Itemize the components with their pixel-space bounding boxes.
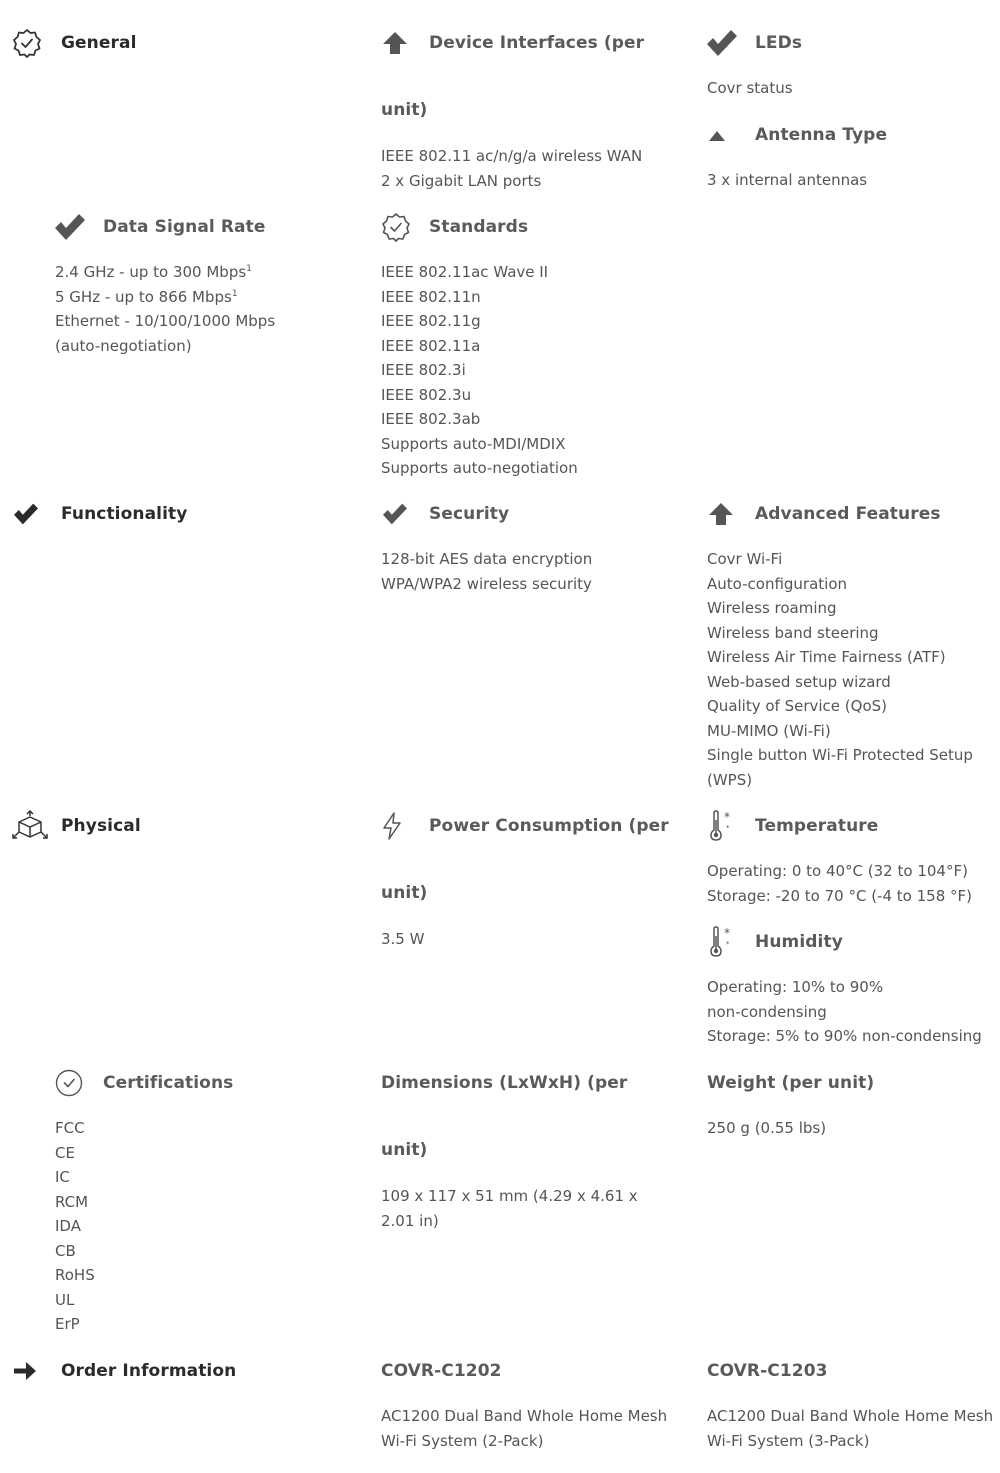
checkmark-icon [53, 212, 87, 242]
spec-line: IEEE 802.11 ac/n/g/a wireless WAN [381, 147, 643, 165]
spec-line: UL [55, 1290, 75, 1309]
spec-line: RCM [55, 1192, 89, 1211]
section-title-continued: unit) [381, 1140, 428, 1160]
section-title: Security [429, 504, 510, 524]
arrow-right-icon [12, 1358, 38, 1384]
section-title: Data Signal Rate [103, 217, 266, 237]
spec-line: IEEE 802.11a [381, 336, 481, 355]
section-body [55, 260, 355, 358]
spec-line: Web-based setup wizard [707, 672, 891, 691]
triangle-up-icon [707, 129, 727, 143]
section-body [55, 1116, 255, 1337]
circle-check-icon [55, 1068, 85, 1098]
section-title: Certifications [103, 1073, 234, 1093]
spec-line: Wi-Fi System (3-Pack) [707, 1431, 870, 1450]
section-body [381, 1184, 671, 1233]
checkmark-icon [705, 28, 739, 58]
checkmark-icon [381, 502, 409, 526]
spec-line: ErP [55, 1315, 80, 1333]
spec-line: WPA/WPA2 wireless security [381, 574, 592, 593]
spec-line: IEEE 802.11g [381, 312, 481, 330]
spec-line: CE [55, 1143, 75, 1162]
spec-line: 128-bit AES data encryption [381, 550, 593, 568]
spec-line: 2.4 GHz - up to 300 Mbps$^1$ [55, 263, 252, 281]
spec-line: MU-MIMO (Wi-Fi) [707, 721, 831, 740]
thermometer-snow-icon [707, 810, 737, 842]
section-title: Power Consumption (per [429, 816, 669, 836]
section-title: Advanced Features [755, 504, 941, 524]
spec-line: IEEE 802.11n [381, 287, 481, 306]
spec-line: Storage: 5% to 90% non-condensing [707, 1027, 982, 1045]
spec-line: AC1200 Dual Band Whole Home Mesh [381, 1407, 668, 1425]
svg-text:*: * [726, 940, 730, 948]
spec-line: FCC [55, 1119, 85, 1137]
spec-line: Wireless band steering [707, 623, 879, 642]
section-body [707, 76, 987, 101]
spec-line: Covr Wi-Fi [707, 550, 783, 568]
spec-line: Supports auto-MDI/MDIX [381, 434, 566, 453]
arrow-up-icon [381, 29, 409, 57]
cube-icon [12, 810, 48, 842]
spec-line: 2 x Gigabit LAN ports [381, 171, 542, 190]
spec-line: Wireless Air Time Fairness (ATF) [707, 648, 946, 666]
badge-check-icon [381, 212, 411, 242]
section-body [707, 975, 992, 1049]
spec-line: Single button Wi-Fi Protected Setup [707, 746, 973, 764]
badge-check-icon [12, 28, 42, 58]
section-title: Functionality [61, 504, 188, 524]
section-body [381, 144, 671, 193]
section-body [707, 1116, 987, 1141]
section-title: Dimensions (LxWxH) (per [381, 1073, 628, 1093]
section-body [381, 260, 671, 481]
spec-line: (WPS) [707, 770, 753, 789]
section-title: LEDs [755, 33, 803, 53]
spec-line: 5 GHz - up to 866 Mbps$^1$ [55, 287, 238, 306]
svg-text:*: * [726, 824, 730, 832]
section-title: COVR-C1202 [381, 1361, 502, 1381]
spec-line: Storage: -20 to 70 °C (-4 to 158 °F) [707, 886, 972, 905]
section-title: Antenna Type [755, 125, 888, 145]
spec-line: Operating: 0 to 40°C (32 to 104°F) [707, 862, 968, 880]
section-body [707, 859, 992, 908]
spec-line: (auto-negotiation) [55, 336, 192, 355]
spec-line: non-condensing [707, 1002, 827, 1021]
section-title: Weight (per unit) [707, 1073, 875, 1093]
arrow-up-icon [707, 500, 735, 528]
spec-line: IEEE 802.3ab [381, 410, 481, 428]
section-title: Humidity [755, 932, 843, 952]
lightning-icon [381, 811, 403, 841]
spec-line: IDA [55, 1217, 81, 1235]
section-body [381, 927, 671, 952]
section-body [707, 547, 992, 792]
spec-line: 250 g (0.55 lbs) [707, 1119, 827, 1137]
spec-line: Auto-configuration [707, 574, 848, 593]
spec-line: 3.5 W [381, 930, 425, 948]
section-body [381, 547, 671, 596]
spec-line: 3 x internal antennas [707, 171, 868, 189]
spec-line: IEEE 802.3i [381, 361, 466, 379]
section-title-continued: unit) [381, 883, 428, 903]
section-title: Physical [61, 816, 141, 836]
svg-text:*: * [724, 926, 730, 940]
spec-line: Ethernet - 10/100/1000 Mbps [55, 312, 276, 330]
section-body [707, 1404, 992, 1453]
section-body [707, 168, 987, 193]
section-body [381, 1404, 671, 1453]
section-title: Order Information [61, 1361, 237, 1381]
section-title: Device Interfaces (per [429, 33, 645, 53]
spec-line: AC1200 Dual Band Whole Home Mesh [707, 1407, 994, 1425]
spec-line: 2.01 in) [381, 1211, 439, 1230]
thermometer-snow-icon [707, 926, 737, 958]
spec-line: Wireless roaming [707, 599, 837, 617]
spec-line: CB [55, 1241, 76, 1260]
section-title: COVR-C1203 [707, 1361, 828, 1381]
spec-line: IC [55, 1168, 70, 1186]
spec-line: RoHS [55, 1266, 95, 1284]
svg-text:*: * [724, 810, 730, 824]
spec-line: Supports auto-negotiation [381, 459, 578, 477]
spec-line: 109 x 117 x 51 mm (4.29 x 4.61 x [381, 1187, 638, 1205]
checkmark-icon [12, 502, 40, 526]
section-title-continued: unit) [381, 100, 428, 120]
spec-line: Covr status [707, 79, 793, 97]
spec-line: IEEE 802.3u [381, 385, 472, 404]
spec-line: Wi-Fi System (2-Pack) [381, 1431, 544, 1450]
section-title: General [61, 33, 137, 53]
spec-line: IEEE 802.11ac Wave II [381, 263, 549, 281]
spec-line: Operating: 10% to 90% [707, 978, 884, 996]
spec-line: Quality of Service (QoS) [707, 697, 888, 715]
section-title: Temperature [755, 816, 879, 836]
section-title: Standards [429, 217, 529, 237]
